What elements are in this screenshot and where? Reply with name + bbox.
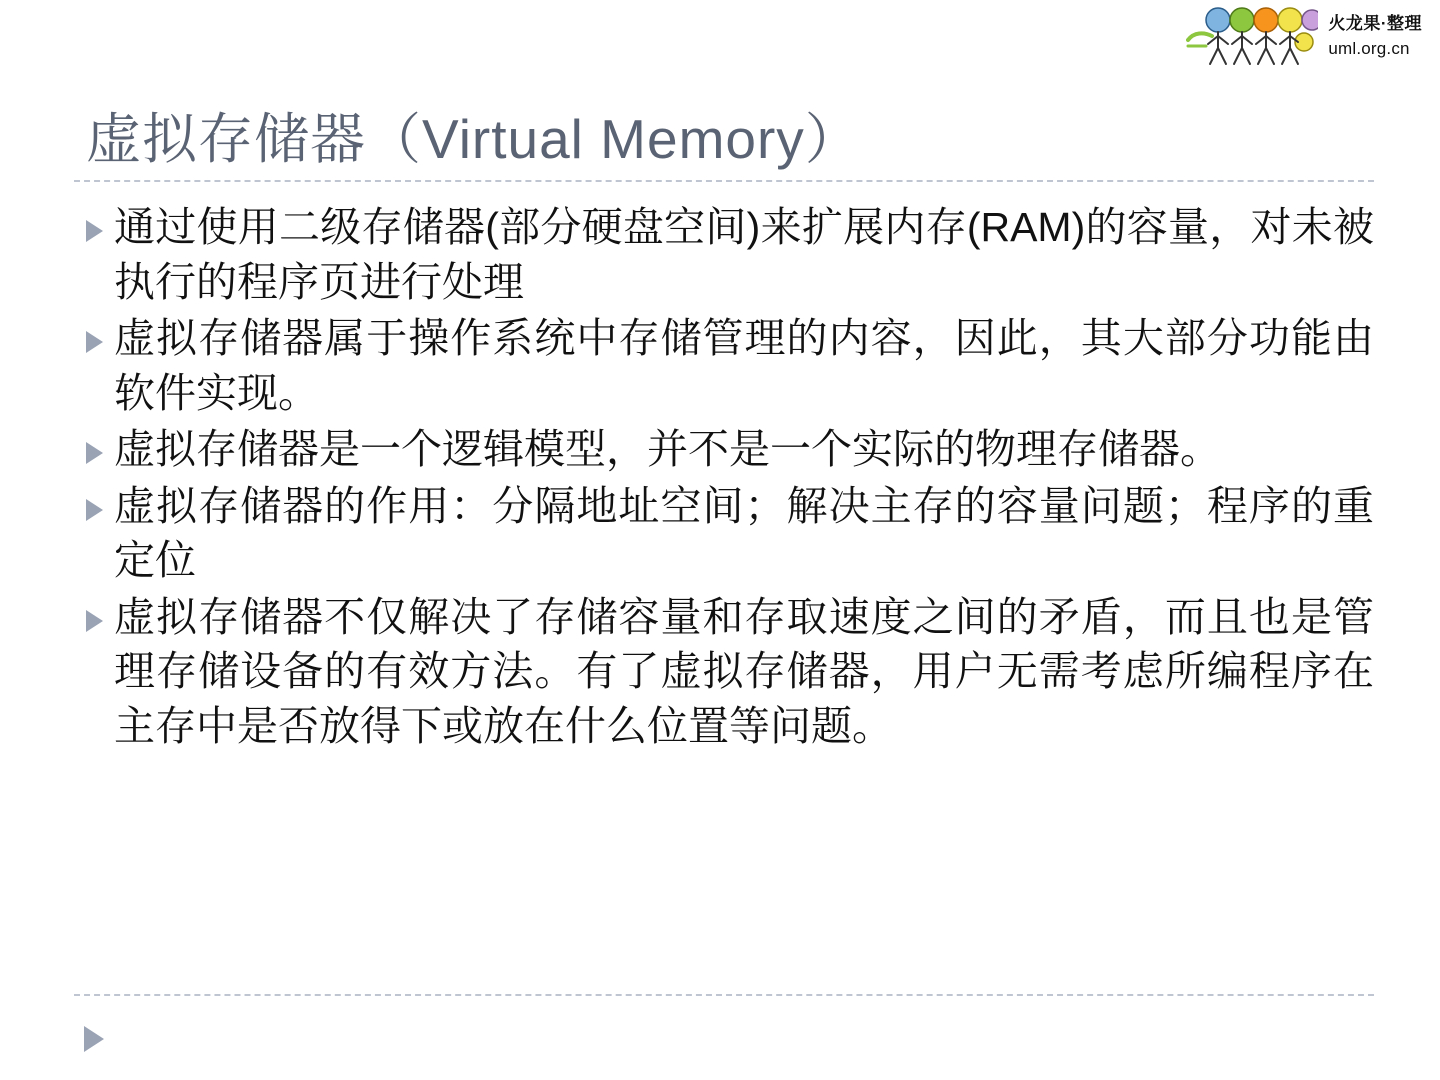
triangle-bullet-icon bbox=[74, 422, 114, 464]
triangle-bullet-icon bbox=[74, 479, 114, 521]
people-circles-logo-icon bbox=[1186, 6, 1318, 68]
list-item bbox=[74, 590, 1374, 754]
triangle-bullet-icon bbox=[74, 590, 114, 632]
list-item bbox=[74, 422, 1374, 477]
page-title: 虚拟存储器（Virtual Memory） bbox=[86, 108, 861, 170]
list-item bbox=[74, 479, 1374, 588]
title-divider bbox=[74, 180, 1374, 182]
footer-divider bbox=[74, 994, 1374, 996]
triangle-bullet-icon bbox=[74, 200, 114, 242]
bullet-list bbox=[74, 200, 1374, 755]
triangle-bullet-icon bbox=[74, 311, 114, 353]
logo-block bbox=[1186, 6, 1422, 68]
list-item-text: 虚拟存储器是一个逻辑模型，并不是一个实际的物理存储器。 bbox=[114, 426, 1221, 473]
list-item-text: 虚拟存储器属于操作系统中存储管理的内容，因此，其大部分功能由软件实现。 bbox=[114, 315, 1374, 416]
footer-triangle-bullet-icon bbox=[74, 1026, 114, 1052]
logo-site: uml.org.cn bbox=[1328, 38, 1410, 58]
list-item-text: 虚拟存储器不仅解决了存储容量和存取速度之间的矛盾，而且也是管理存储设备的有效方法。有了虚拟存储器，用户无需考虑所编程序在主存中是否放得下或放在什么位置等问题。 bbox=[114, 593, 1374, 749]
list-item bbox=[74, 200, 1374, 309]
list-item-text: 虚拟存储器的作用：分隔地址空间；解决主存的容量问题；程序的重定位 bbox=[114, 482, 1374, 584]
logo-brand: 火龙果·整理 bbox=[1328, 14, 1422, 33]
logo-text bbox=[1328, 6, 1422, 61]
list-item-text: 通过使用二级存储器(部分硬盘空间)来扩展内存(RAM)的容量，对未被执行的程序页进行处理 bbox=[114, 204, 1374, 305]
list-item bbox=[74, 311, 1374, 420]
